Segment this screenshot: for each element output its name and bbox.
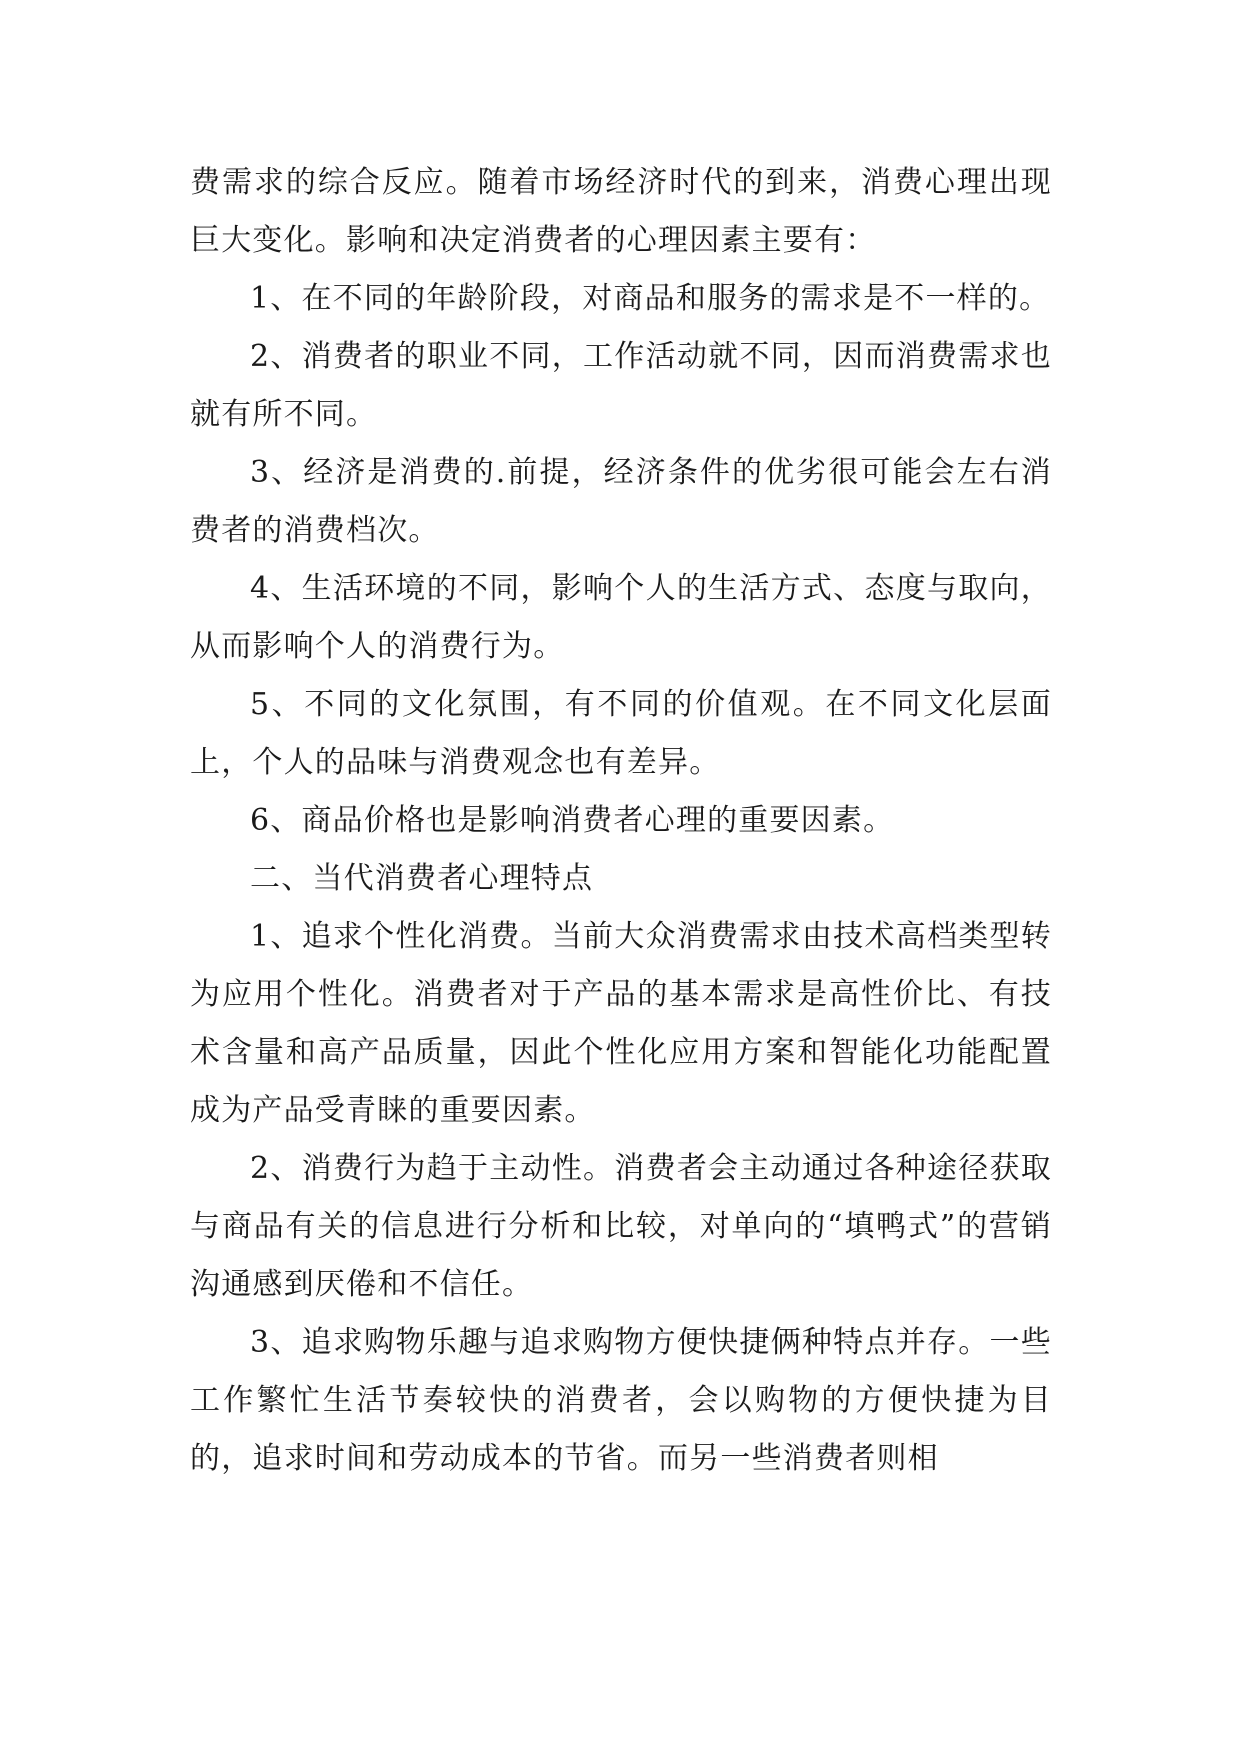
document-body [190, 154, 1052, 1488]
paragraph-factor-5: 5、不同的文化氛围，有不同的价值观。在不同文化层面上，个人的品味与消费观念也有差异。 [190, 687, 1052, 780]
paragraph-factor-4: 4、生活环境的不同，影响个人的生活方式、态度与取向，从而影响个人的消费行为。 [190, 571, 1052, 664]
paragraph-factor-1: 1、在不同的年龄阶段，对商品和服务的需求是不一样的。 [250, 281, 1051, 316]
paragraph-feature-1: 1、追求个性化消费。当前大众消费需求由技术高档类型转为应用个性化。消费者对于产品的基本需求是高性价比、有技术含量和高产品质量，因此个性化应用方案和智能化功能配置成为产品受青睐的重要因素。 [190, 919, 1052, 1128]
paragraph-continuation: 费需求的综合反应。随着市场经济时代的到来，消费心理出现巨大变化。影响和决定消费者的心理因素主要有： [190, 165, 1052, 258]
paragraph-feature-3: 3、追求购物乐趣与追求购物方便快捷俩种特点并存。一些工作繁忙生活节奏较快的消费者，会以购物的方便快捷为目的，追求时间和劳动成本的节省。而另一些消费者则相 [190, 1325, 1052, 1476]
section-heading: 二、当代消费者心理特点 [250, 861, 594, 896]
paragraph-feature-2: 2、消费行为趋于主动性。消费者会主动通过各种途径获取与商品有关的信息进行分析和比较，对单向的“填鸭式”的营销沟通感到厌倦和不信任。 [190, 1151, 1052, 1302]
paragraph-factor-3: 3、经济是消费的.前提，经济条件的优劣很可能会左右消费者的消费档次。 [190, 455, 1052, 548]
paragraph-factor-6: 6、商品价格也是影响消费者心理的重要因素。 [250, 803, 895, 838]
paragraph-factor-2: 2、消费者的职业不同，工作活动就不同，因而消费需求也就有所不同。 [190, 339, 1052, 432]
